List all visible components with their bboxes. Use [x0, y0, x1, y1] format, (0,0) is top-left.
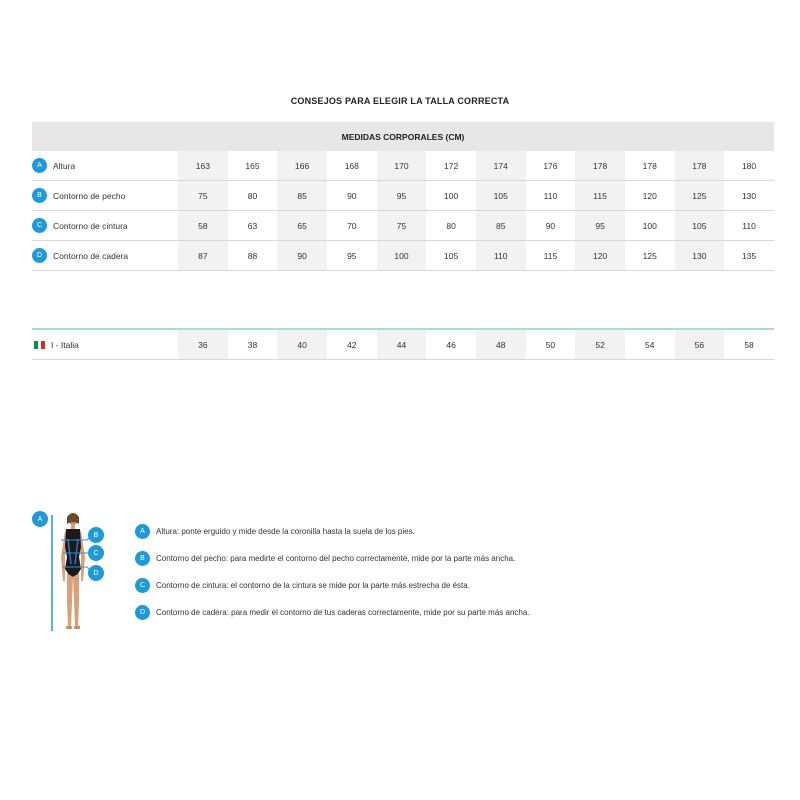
table-cell: 63	[247, 220, 258, 231]
table-cell: 110	[543, 190, 558, 201]
measurement-legend	[135, 524, 530, 632]
measurements-header: MEDIDAS CORPORALES (CM)	[32, 122, 774, 151]
row-label	[32, 211, 178, 240]
measurements-table	[32, 122, 774, 271]
table-cell: 58	[178, 211, 228, 240]
legend-letter-badge: D	[135, 605, 150, 620]
table-cell: 176	[543, 160, 558, 171]
table-cell: 130	[675, 241, 725, 270]
table-cell: 178	[575, 151, 625, 180]
table-cell: 115	[575, 181, 625, 210]
table-cell: 70	[347, 220, 357, 231]
legend-item	[135, 605, 530, 620]
table-cell: 163	[178, 151, 228, 180]
row-label	[32, 241, 178, 270]
size-cell: 36	[178, 330, 228, 359]
marker-b: B	[88, 527, 104, 543]
marker-c: C	[88, 545, 104, 561]
table-cell: 85	[277, 181, 327, 210]
table-row	[32, 241, 774, 271]
table-cell: 135	[741, 250, 757, 261]
legend-text: Contorno de cintura: el contorno de la cintura se mide por la parte más estrecha de ésta.	[156, 581, 470, 590]
table-cell: 172	[444, 160, 459, 171]
marker-a: A	[32, 511, 48, 527]
size-cell: 58	[744, 339, 754, 350]
table-cell: 90	[347, 190, 357, 201]
measure-letter-badge: B	[32, 188, 47, 203]
table-cell: 80	[247, 190, 258, 201]
size-cell: 54	[645, 339, 655, 350]
legend-letter-badge: C	[135, 578, 150, 593]
table-cell: 166	[277, 151, 327, 180]
size-table	[32, 330, 774, 360]
table-cell: 105	[476, 181, 526, 210]
table-cell: 178	[675, 151, 725, 180]
table-cell: 90	[545, 220, 556, 231]
measure-name: Contorno de cadera	[53, 250, 129, 261]
table-cell: 105	[444, 250, 459, 261]
size-cell: 46	[446, 339, 456, 350]
body-measurement-figure	[30, 509, 110, 634]
table-cell: 174	[476, 151, 526, 180]
size-country-label	[32, 330, 178, 359]
size-cell: 44	[377, 330, 427, 359]
table-cell: 178	[642, 160, 657, 171]
table-cell: 125	[675, 181, 725, 210]
table-cell: 100	[642, 220, 657, 231]
table-cell: 120	[642, 190, 657, 201]
legend-item	[135, 551, 530, 566]
page-title: CONSEJOS PARA ELEGIR LA TALLA CORRECTA	[290, 96, 510, 106]
table-cell: 65	[277, 211, 327, 240]
table-cell: 105	[675, 211, 725, 240]
legend-text: Altura: ponte erguido y mide desde la coronilla hasta la suela de los pies.	[156, 527, 415, 536]
size-cell: 38	[247, 339, 258, 350]
row-label	[32, 151, 178, 180]
italy-flag-icon	[34, 341, 45, 349]
size-cell: 40	[277, 330, 327, 359]
table-cell: 180	[741, 160, 757, 171]
table-cell: 115	[543, 250, 558, 261]
table-cell: 95	[347, 250, 357, 261]
size-cell: 52	[575, 330, 625, 359]
measure-name: Contorno de cintura	[53, 220, 128, 231]
size-cell: 56	[675, 330, 725, 359]
size-cell: 48	[476, 330, 526, 359]
legend-item	[135, 578, 530, 593]
table-cell: 75	[178, 181, 228, 210]
table-cell: 110	[476, 241, 526, 270]
table-cell: 87	[178, 241, 228, 270]
table-row	[32, 211, 774, 241]
measure-letter-badge: D	[32, 248, 47, 263]
table-cell: 100	[444, 190, 459, 201]
table-row	[32, 181, 774, 211]
table-cell: 125	[642, 250, 657, 261]
measure-letter-badge: A	[32, 158, 47, 173]
table-cell: 170	[377, 151, 427, 180]
legend-text: Contorno de cadera: para medir el contorno de tus caderas correctamente, mide por su parte más ancha.	[156, 608, 530, 617]
table-cell: 95	[575, 211, 625, 240]
size-row-italia	[32, 330, 774, 360]
measure-name: Altura	[53, 160, 76, 171]
table-cell: 168	[344, 160, 359, 171]
size-cell: 50	[545, 339, 556, 350]
table-cell: 95	[377, 181, 427, 210]
table-cell: 100	[377, 241, 427, 270]
table-cell: 75	[377, 211, 427, 240]
row-label	[32, 181, 178, 210]
table-cell: 90	[277, 241, 327, 270]
country-name: I - Italia	[51, 339, 79, 350]
marker-d: D	[88, 565, 104, 581]
measure-name: Contorno de pecho	[53, 190, 126, 201]
table-row	[32, 151, 774, 181]
legend-item	[135, 524, 530, 539]
table-cell: 85	[476, 211, 526, 240]
table-cell: 120	[575, 241, 625, 270]
legend-letter-badge: B	[135, 551, 150, 566]
table-cell: 88	[247, 250, 258, 261]
table-cell: 110	[742, 220, 756, 231]
measure-letter-badge: C	[32, 218, 47, 233]
size-cell: 42	[347, 339, 357, 350]
table-cell: 165	[245, 160, 260, 171]
table-cell: 130	[741, 190, 757, 201]
legend-text: Contorno del pecho: para medirte el contorno del pecho correctamente, mide por la parte más ancha.	[156, 554, 516, 563]
legend-letter-badge: A	[135, 524, 150, 539]
table-cell: 80	[446, 220, 456, 231]
